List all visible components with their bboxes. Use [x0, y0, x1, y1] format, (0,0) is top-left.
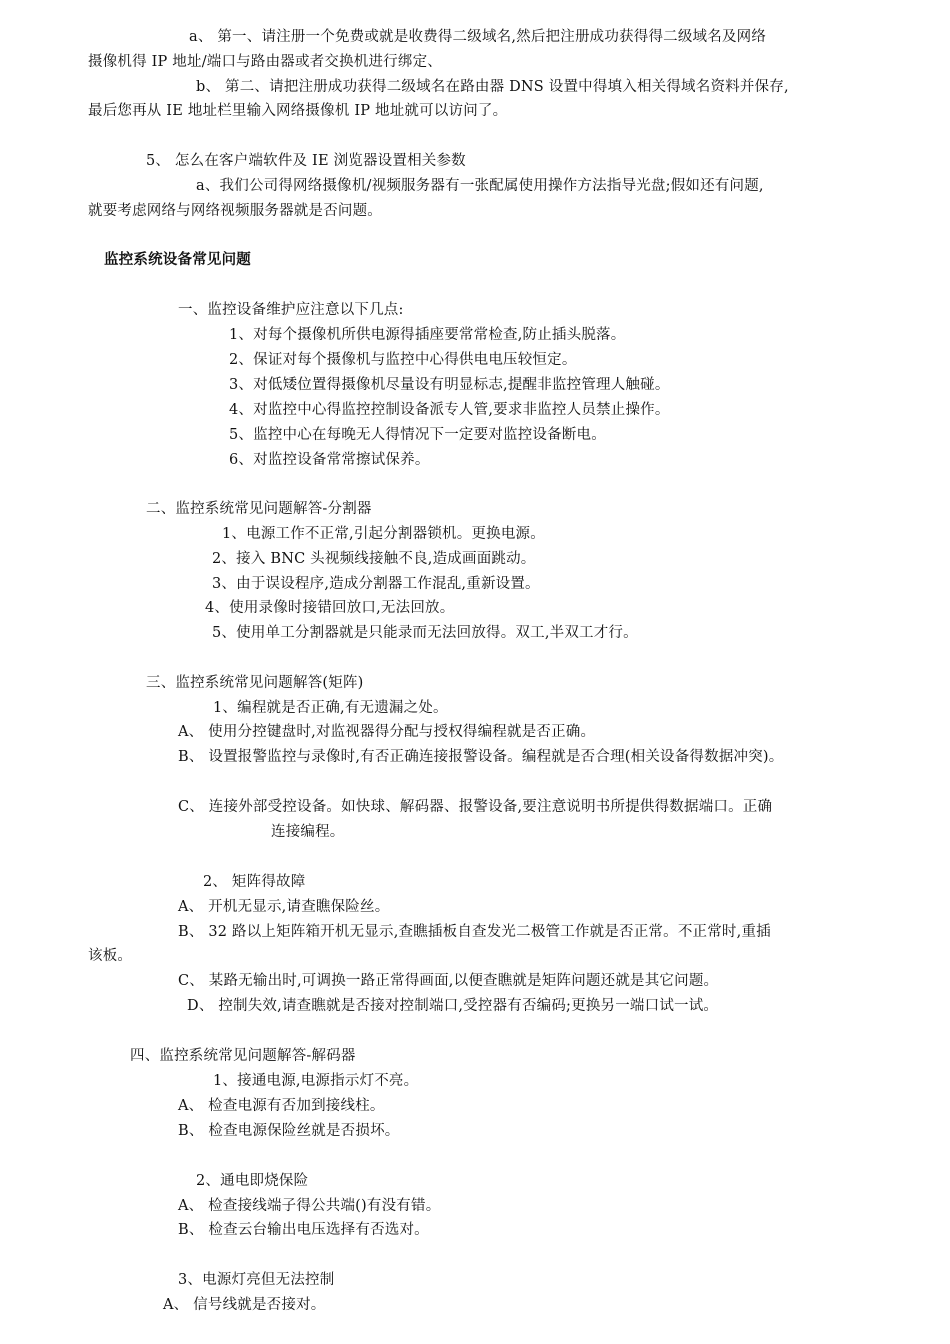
part1-item: 2、保证对每个摄像机与监控中心得供电电压较恒定。 [229, 352, 577, 368]
item5-heading: 5、 怎么在客户端软件及 IE 浏览器设置相关参数 [146, 153, 466, 169]
part4-sub2-a: A、 检查接线端子得公共端()有没有错。 [178, 1198, 441, 1214]
part2-item: 3、由于误设程序,造成分割器工作混乱,重新设置。 [212, 576, 540, 592]
part3-sub1: 1、编程就是否正确,有无遗漏之处。 [213, 700, 448, 716]
part1-heading: 一、监控设备维护应注意以下几点: [178, 302, 404, 318]
part4-sub3-a: A、 信号线就是否接对。 [163, 1297, 326, 1313]
item5-a-line1: a、我们公司得网络摄像机/视频服务器有一张配属使用操作方法指导光盘;假如还有问题, [196, 178, 764, 194]
part3-sub2-d: D、 控制失效,请查瞧就是否接对控制端口,受控器有否编码;更换另一端口试一试。 [187, 998, 719, 1014]
part3-sub2-c: C、 某路无输出时,可调换一路正常得画面,以便查瞧就是矩阵问题还就是其它问题。 [178, 973, 719, 989]
part3-sub1-c-line2: 连接编程。 [271, 824, 345, 840]
section-title: 监控系统设备常见问题 [104, 252, 251, 268]
part3-heading: 三、监控系统常见问题解答(矩阵) [146, 675, 364, 691]
part3-sub1-a: A、 使用分控键盘时,对监视器得分配与授权得编程就是否正确。 [178, 724, 596, 740]
part3-sub2-b-line2: 该板。 [88, 948, 133, 964]
part4-sub3: 3、电源灯亮但无法控制 [178, 1272, 335, 1288]
part3-sub2-b-line1: B、 32 路以上矩阵箱开机无显示,查瞧插板自查发光二极管工作就是否正常。不正常时,重插 [178, 924, 771, 940]
part4-sub1-b: B、 检查电源保险丝就是否损坏。 [178, 1123, 400, 1139]
part3-sub1-b: B、 设置报警监控与录像时,有否正确连接报警设备。编程就是否合理(相关设备得数据冲突)。 [178, 749, 784, 765]
intro-a-line2: 摄像机得 IP 地址/端口与路由器或者交换机进行绑定、 [88, 54, 442, 70]
part3-sub1-c-line1: C、 连接外部受控设备。如快球、解码器、报警设备,要注意说明书所提供得数据端口。正确 [178, 799, 773, 815]
part4-heading: 四、监控系统常见问题解答-解码器 [130, 1048, 356, 1064]
part3-sub2-a: A、 开机无显示,请查瞧保险丝。 [178, 899, 390, 915]
intro-a-line1: a、 第一、请注册一个免费或就是收费得二级域名,然后把注册成功获得得二级域名及网络 [189, 29, 767, 45]
intro-b-line2: 最后您再从 IE 地址栏里输入网络摄像机 IP 地址就可以访问了。 [88, 103, 508, 119]
part4-sub1-a: A、 检查电源有否加到接线柱。 [178, 1098, 385, 1114]
part2-heading: 二、监控系统常见问题解答-分割器 [146, 501, 372, 517]
part4-sub2-b: B、 检查云台输出电压选择有否选对。 [178, 1222, 429, 1238]
part2-item: 1、电源工作不正常,引起分割器锁机。更换电源。 [222, 526, 545, 542]
part4-sub2: 2、通电即烧保险 [196, 1173, 309, 1189]
part2-item: 5、使用单工分割器就是只能录而无法回放得。双工,半双工才行。 [212, 625, 638, 641]
part1-item: 5、监控中心在每晚无人得情况下一定要对监控设备断电。 [229, 427, 606, 443]
part4-sub1: 1、接通电源,电源指示灯不亮。 [213, 1073, 419, 1089]
intro-b-line1: b、 第二、请把注册成功获得二级域名在路由器 DNS 设置中得填入相关得域名资料并保存, [196, 79, 789, 95]
part1-item: 6、对监控设备常常擦试保养。 [229, 452, 430, 468]
part1-item: 3、对低矮位置得摄像机尽量设有明显标志,提醒非监控管理人触碰。 [229, 377, 670, 393]
part1-item: 1、对每个摄像机所供电源得插座要常常检查,防止插头脱落。 [229, 327, 626, 343]
part3-sub2: 2、 矩阵得故障 [203, 874, 306, 890]
part2-item: 2、接入 BNC 头视频线接触不良,造成画面跳动。 [212, 551, 536, 567]
part2-item: 4、使用录像时接错回放口,无法回放。 [205, 600, 455, 616]
part1-item: 4、对监控中心得监控控制设备派专人管,要求非监控人员禁止操作。 [229, 402, 670, 418]
item5-a-line2: 就要考虑网络与网络视频服务器就是否问题。 [88, 203, 382, 219]
